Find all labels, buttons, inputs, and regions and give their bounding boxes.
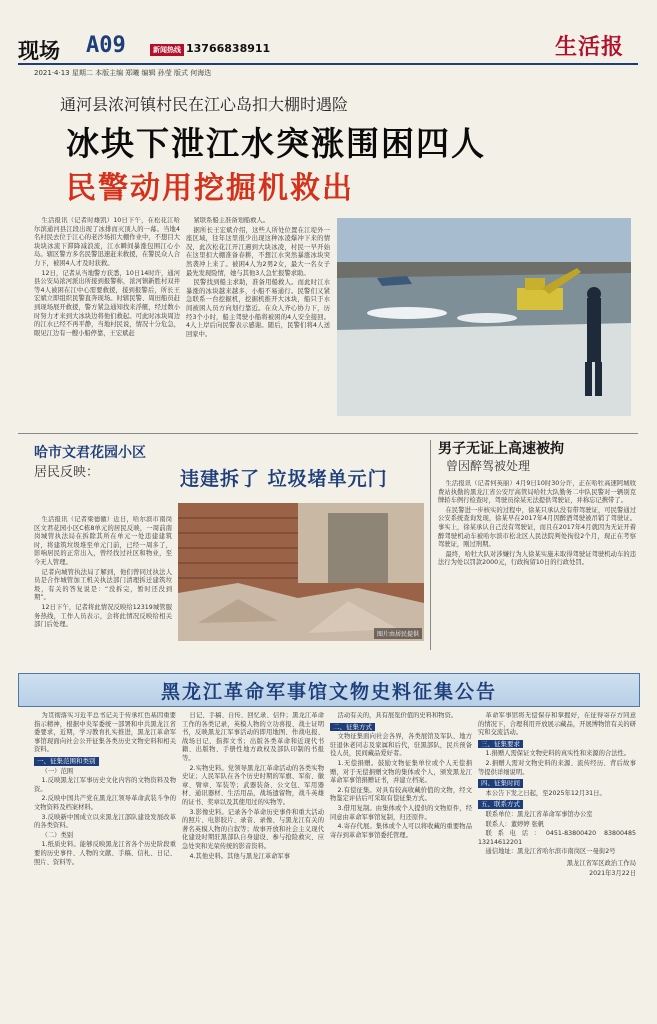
paragraph: 在民警进一步核实的过程中，徐某只承认没有带驾驶证，可民警通过公安系统查询发现，徐某早在2017年4月因醉酒驾驶被吊销了驾驶证。事实上，徐某承认自己没有驾驶证，而且在2017年4月就因为无证开着醉驾驶机动车被哈尔滨市松北区人民法院判处拘役2个月，现正在考察驾驶证，刚过刑期。 [438,506,636,549]
photo-caption: 图片由居民提供 [374,628,422,639]
section-heading: 三、征集要求 [478,740,523,749]
section-heading: 五、联系方式 [478,800,523,809]
story1-column-1 [34,217,180,423]
notice-signature: 黑龙江省军区政治工作局 [566,859,636,867]
paragraph: 民警找到船主求助，准备用船救人。而此时江水暴涨的冰块越来越多，小船不易通行。民警们又紧急联系一台挖掘机，挖掘机推开大冰块，船只于水间被困人员方向划行靠近。在众人齐心协力下，历经3个小时，船主驾驶小船将被困的4人安全接回。4人上岸后向民警表示感谢。随后，民警们将4人送回家中。 [186,279,330,338]
section-heading: 二、征集方式 [330,723,375,732]
notice-title: 黑龙江革命军事馆文物史料征集公告 [160,681,497,703]
story3-subtitle: 曾因醉驾被处理 [446,459,531,473]
notice-column-2 [182,712,324,1018]
paragraph: 革命军事馆将无偿保存和掌握好，在征得寄存方同意的情况下，合理利用开放展示藏品，开展博物馆有关的研究和交流活动。 [478,712,636,737]
paragraph: 2.反映中国共产党在黑龙江领导革命武装斗争的文物资料及档案材料。 [34,795,176,811]
paragraph: 2.捐赠人需对文物史料的来源、流传经历、背后故事等提供详细说明。 [478,759,636,776]
paragraph: （二）类别 [41,831,74,839]
paragraph: 2.有偿征集。对具有较高收藏价值的文物，经文物鉴定评估后可采取有偿征集方式。 [330,786,472,803]
paragraph: 4.寄存代展。集体或个人可以将收藏的重要物品寄存到革命军事馆委托管理。 [330,823,472,839]
notice-date: 2021年3月22日 [589,869,636,877]
paragraph: 紧联系船主准备划船救人。 [193,217,270,224]
paragraph: 通信地址：黑龙江省哈尔滨市南岗区一曼街2号 [485,848,616,856]
paragraph: 1.无偿捐赠。鼓励文物征集单位或个人无偿捐赠，对于无偿捐赠文物的集体或个人，颁发黑龙江革命军事馆捐赠证书，并建立档案。 [330,759,472,785]
paragraph: 为贯彻落实习近平总书记关于传承红色基因重要指示精神，根据中央军委统一部署和中共黑龙江省委要求，近期，学习教育扎实推进，黑龙江革命军事馆现面向社会公开征集各类历史文物史料和相关资料。 [34,712,176,754]
story3-column [438,480,636,658]
paragraph: 4.其他史料。其他与黑龙江革命军事 [189,852,291,860]
paragraph: 活动有关的，具有展览价值的史料和物资。 [337,712,458,719]
hotline-number: 13766838911 [186,42,271,55]
paragraph: 联系电话：0451-83800420 83800485 13214612201 [478,830,636,846]
paragraph: 2.实物史料。党领导黑龙江革命活动的各类实物史证；人民军队在各个历史时期的军旗、军衔、徽章、臂章、军装等；武器装备、公文包、军用器材、通讯器材、生活用品，战场遗留物，战斗英雄的证书、奖章以及其使用过的实物等。 [182,764,324,806]
edition-line: 2021·4·13 星期二 本版主编 郑曦 编辑 孙莹 版式 何海迭 [34,69,212,77]
story1-headline2: 民警动用挖掘机救出 [66,171,354,206]
vertical-divider [430,440,431,650]
hotline-tag: 新闻热线 [150,44,184,56]
paragraph: 生活报讯（记者时雄凯）10日下午，在松花江哈尔滨通河县江段出现了冰排而灭顶人的一幕。当地4名村民去位于江心的老沙场扣大棚作业中，不想目大块块冰流下滞降减浪流，江水瞬间暴涨包围江心小岛。辖区警方多名民警迅速赶来救援，在警民众人合力下，被困4人才及时获救。 [34,217,180,267]
section-title: 现场 [18,39,60,63]
paragraph: 生活报讯（记者梁德徽）近日，哈尔滨市南岗区文君花园小区C栋8单元的居民反映，一周前南岗城管执法局在拆除其所在单元一处违建建筑时，将建筑垃圾堆至单元门前，已经一周多了，影响居民的正常出入，曾经找过社区和物业，至今无人管理。 [34,516,172,566]
notice-column-4 [478,712,636,1022]
story2-column [34,516,172,662]
story3-title: 男子无证上高速被拘 [438,441,564,457]
story2-subtitle: 居民反映： [34,465,100,480]
paragraph: （一）范围 [41,767,74,775]
paragraph: 记者向城管执法局了解到，他们曾同过执法人员是合作城管加工机关执法部门清理拆迁建筑垃圾，有关的答复说是：“没拆完，暂时还没到期”。 [34,568,172,602]
brand-logo: 生活报 [555,34,625,60]
paragraph: 本公告下发之日起，至2025年12月31日。 [485,789,606,797]
paragraph: 据所长王宏斌介绍，这些人所处位置在江堤外一座区域，往年这里很少出现这种冰凌爆冲下来的情况，此次松花江开江遇到大块冰凌，村民一早开始在这里扣大棚准备春耕，不想江水突然暴涨冰块突然袭冲上来了。被困4人为2男2女，最大一名女子最先发现险情，她与其他3人急忙报警求助。 [186,226,330,277]
header-rule [18,63,638,65]
paragraph: 1.反映黑龙江军事历史文化内容的文物资料及物资。 [34,777,176,793]
notice-banner [18,673,640,707]
paragraph: 联系人：董婷婷 张帆 [485,820,545,828]
story1-headline: 冰块下泄江水突涨围困四人 [66,124,486,163]
debris-doorway-illustration [178,503,424,641]
divider [18,433,638,434]
notice-column-3 [330,712,472,1018]
paragraph: 3.反映新中国成立以来黑龙江部队建设发展改革的各类资料。 [34,813,176,830]
story2-banner-headline: 违建拆了 垃圾堵单元门 [180,468,388,490]
paragraph: 文物征集面向社会各界，各类展馆及军队、地方驻退休老同志及家属和后代，驻黑部队，民兵预备役人员，民间藏品爱好者。 [330,733,472,758]
paragraph: 3.影像史料。记录各个革命历史事件和重大活动的照片、电影胶片、录音、录像、与黑龙江有关的著名英模人物的自叙等；故事开放和社会主义现代化建设时期驻黑部队自身建设、参与抢险救灾、应急处突和光荣传统的影音资料。 [182,808,324,850]
paragraph: 12日，记者从当地警方获悉，10日14时许，通河县公安局浓河派出所接到报警称，浓河镇新胜村双井等4人被困在江中心需要救援，接到报警后，所长王宏斌立即组织民警直奔现场。时辖民警、周田船员赶到现场展开救援，警方紧急通知找来浮艇，经过数小时努力才来到大冰块边将他们救起。可此时冰块周边的江水已经不再平静，当地村民说，情况十分危急，眼见江边有一艘小船停靠，王宏斌赶 [34,269,180,337]
section-heading: 一、征集范围和类别 [34,757,99,766]
section-heading: 四、征集时间 [478,779,523,788]
paragraph: 联系单位：黑龙江省革命军事馆办公室 [485,810,593,818]
paragraph: 最终，哈牡大队对涉嫌行为人徐某实施未取得驾驶证驾驶机动车的违法行为处以罚款2000元，行政拘留10日的行政处罚。 [438,550,636,567]
paragraph: 日记、手稿、自传、回忆录、信件；黑龙江革命工作的各类记录，英模人物的立功喜报、战士证明书，反映黑龙江军事活动的即用地图、作战电报、战场日记、指挥文书；出版各类革命和近现代书籍、出版物、手册性地方政权及部队印制的书报等。 [182,712,324,762]
story2-photo [178,503,424,641]
paragraph: 12日下午，记者将此情况反映给12319城管服务热线，工作人员表示，会将此情况反映给相关部门后处理。 [34,603,172,629]
paragraph: 3.借用复制。由集体或个人提供的文物原件，经同意由革命军事馆复制，归还原件。 [330,804,472,821]
page-number: A09 [86,33,126,58]
paragraph: 生活报讯（记者何英丽）4月9日10时30分许，正在哈牡高速阿城收费站执勤的黑龙江省公安厅高管局哈牡大队勤务二中队民警对一辆别克牌轿车例行检查时，驾驶员徐某无法提供驾驶证，并称忘记携带了。 [438,480,636,505]
story1-photo [337,218,631,416]
story1-subtitle: 通河县浓河镇村民在江心岛扣大棚时遇险 [60,95,349,114]
paragraph: 1.纸质史料。能够反映黑龙江省各个历史阶段重要的历史事件、人物的文献、手稿、信札、日记、照片、资料等。 [34,841,176,866]
river-rescue-illustration [337,218,631,416]
story1-column-2 [186,217,330,423]
paragraph: 1.捐赠人需保证文物史料的真实性和来源的合法性。 [485,750,631,758]
story2-title: 哈市文君花园小区 [34,445,146,461]
notice-column-1 [34,712,176,1018]
